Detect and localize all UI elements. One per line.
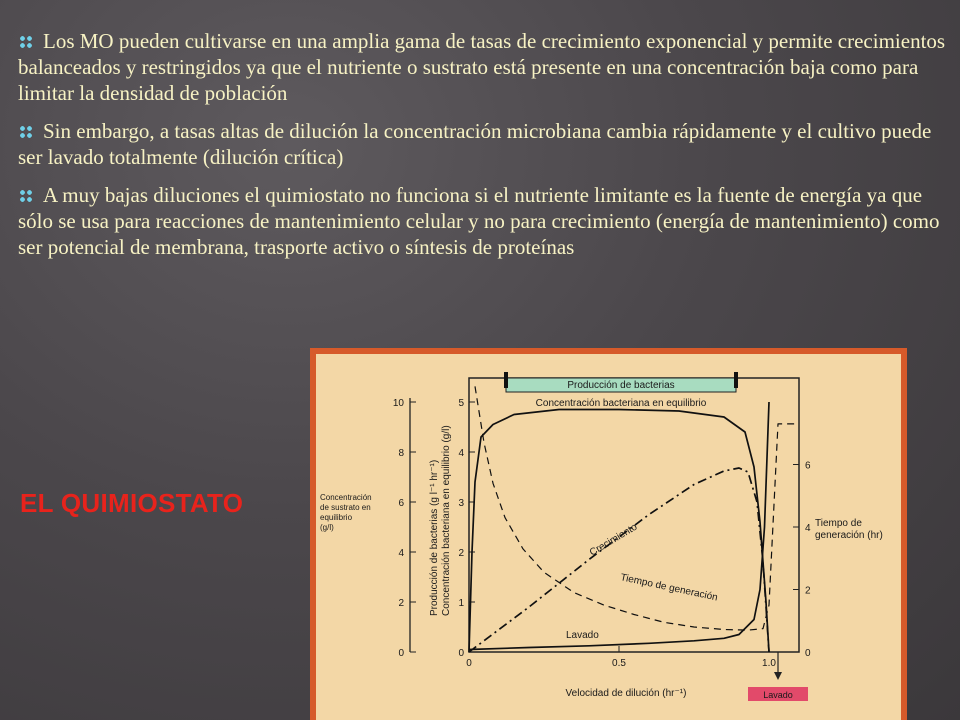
bullet-diamond-icon xyxy=(19,35,33,49)
bullet-list xyxy=(18,28,953,272)
generation-tick-label: 0 xyxy=(805,648,811,659)
series-1-line xyxy=(469,468,769,652)
ylabel-generation-time: Tiempo de generación (hr) xyxy=(815,518,883,541)
x-tick-label: 0 xyxy=(466,658,472,669)
label-tiempo-generacion: Tiempo de generación xyxy=(619,572,719,604)
bacteria-tick-label: 5 xyxy=(458,398,464,409)
bacteria-tick-label: 4 xyxy=(458,448,464,459)
lavado-box-label: Lavado xyxy=(763,690,793,700)
chemostat-figure xyxy=(310,348,907,720)
ylabel-bacteria-production: Producción de bacterias (g l⁻¹ hr⁻¹) xyxy=(429,459,440,616)
bacteria-tick-label: 0 xyxy=(458,648,464,659)
bacteria-tick-label: 2 xyxy=(458,548,464,559)
label-lavado: Lavado xyxy=(566,630,599,641)
legend-production-label: Producción de bacterias xyxy=(567,380,675,391)
x-tick-label: 0.5 xyxy=(612,658,626,669)
chemostat-chart xyxy=(316,354,901,720)
substrate-tick-label: 4 xyxy=(398,548,404,559)
substrate-tick-label: 10 xyxy=(392,398,404,409)
bullet-1: Los MO pueden cultivarse en una amplia gama de tasas de crecimiento exponencial y permite crecimientos balanceados y restringidos ya que el nutriente o sustrato está presente en una concentración baja como para limitar la densidad de población xyxy=(18,29,946,105)
substrate-tick-label: 2 xyxy=(398,598,404,609)
axis-ticks xyxy=(393,398,811,669)
bullet-3: A muy bajas diluciones el quimiostato no funciona si el nutriente limitante es la fuente de energía ya que sólo se usa para reacciones de mantenimiento celular y no para crecimiento (energía de mantenimiento) como ser potencial de membrana, trasporte activo o síntesis de proteínas xyxy=(18,183,940,259)
series-3-line xyxy=(475,386,799,630)
label-crecimiento: Crecimiento xyxy=(587,521,640,559)
bullet-diamond-icon xyxy=(19,125,33,139)
legend-concentration-label: Concentración bacteriana en equilibrio xyxy=(535,398,707,409)
generation-tick-label: 6 xyxy=(805,460,811,472)
substrate-axis-label: Concentración de sustrato en equilibrio (g/l) xyxy=(320,493,372,532)
bullet-diamond-icon xyxy=(19,189,33,203)
washout-arrow-head xyxy=(774,672,782,680)
bacteria-tick-label: 3 xyxy=(458,498,464,509)
xlabel: Velocidad de dilución (hr⁻¹) xyxy=(565,688,687,699)
series-2-line xyxy=(469,402,769,650)
bacteria-tick-label: 1 xyxy=(458,598,464,609)
chart-curves xyxy=(469,386,799,652)
generation-tick-label: 4 xyxy=(805,523,811,534)
ylabel-bacteria-concentration: Concentración bacteriana en equilibrio (g/l) xyxy=(441,425,452,616)
plot-frame xyxy=(469,378,799,652)
slide-title: EL QUIMIOSTATO xyxy=(20,488,244,518)
substrate-tick-label: 0 xyxy=(398,648,404,659)
x-tick-label: 1.0 xyxy=(762,658,776,669)
generation-tick-label: 2 xyxy=(805,585,811,597)
substrate-tick-label: 6 xyxy=(398,498,404,509)
substrate-tick-label: 8 xyxy=(398,448,404,459)
bullet-2: Sin embargo, a tasas altas de dilución la concentración microbiana cambia rápidamente y el cultivo puede ser lavado totalmente (dilución crítica) xyxy=(18,119,932,169)
